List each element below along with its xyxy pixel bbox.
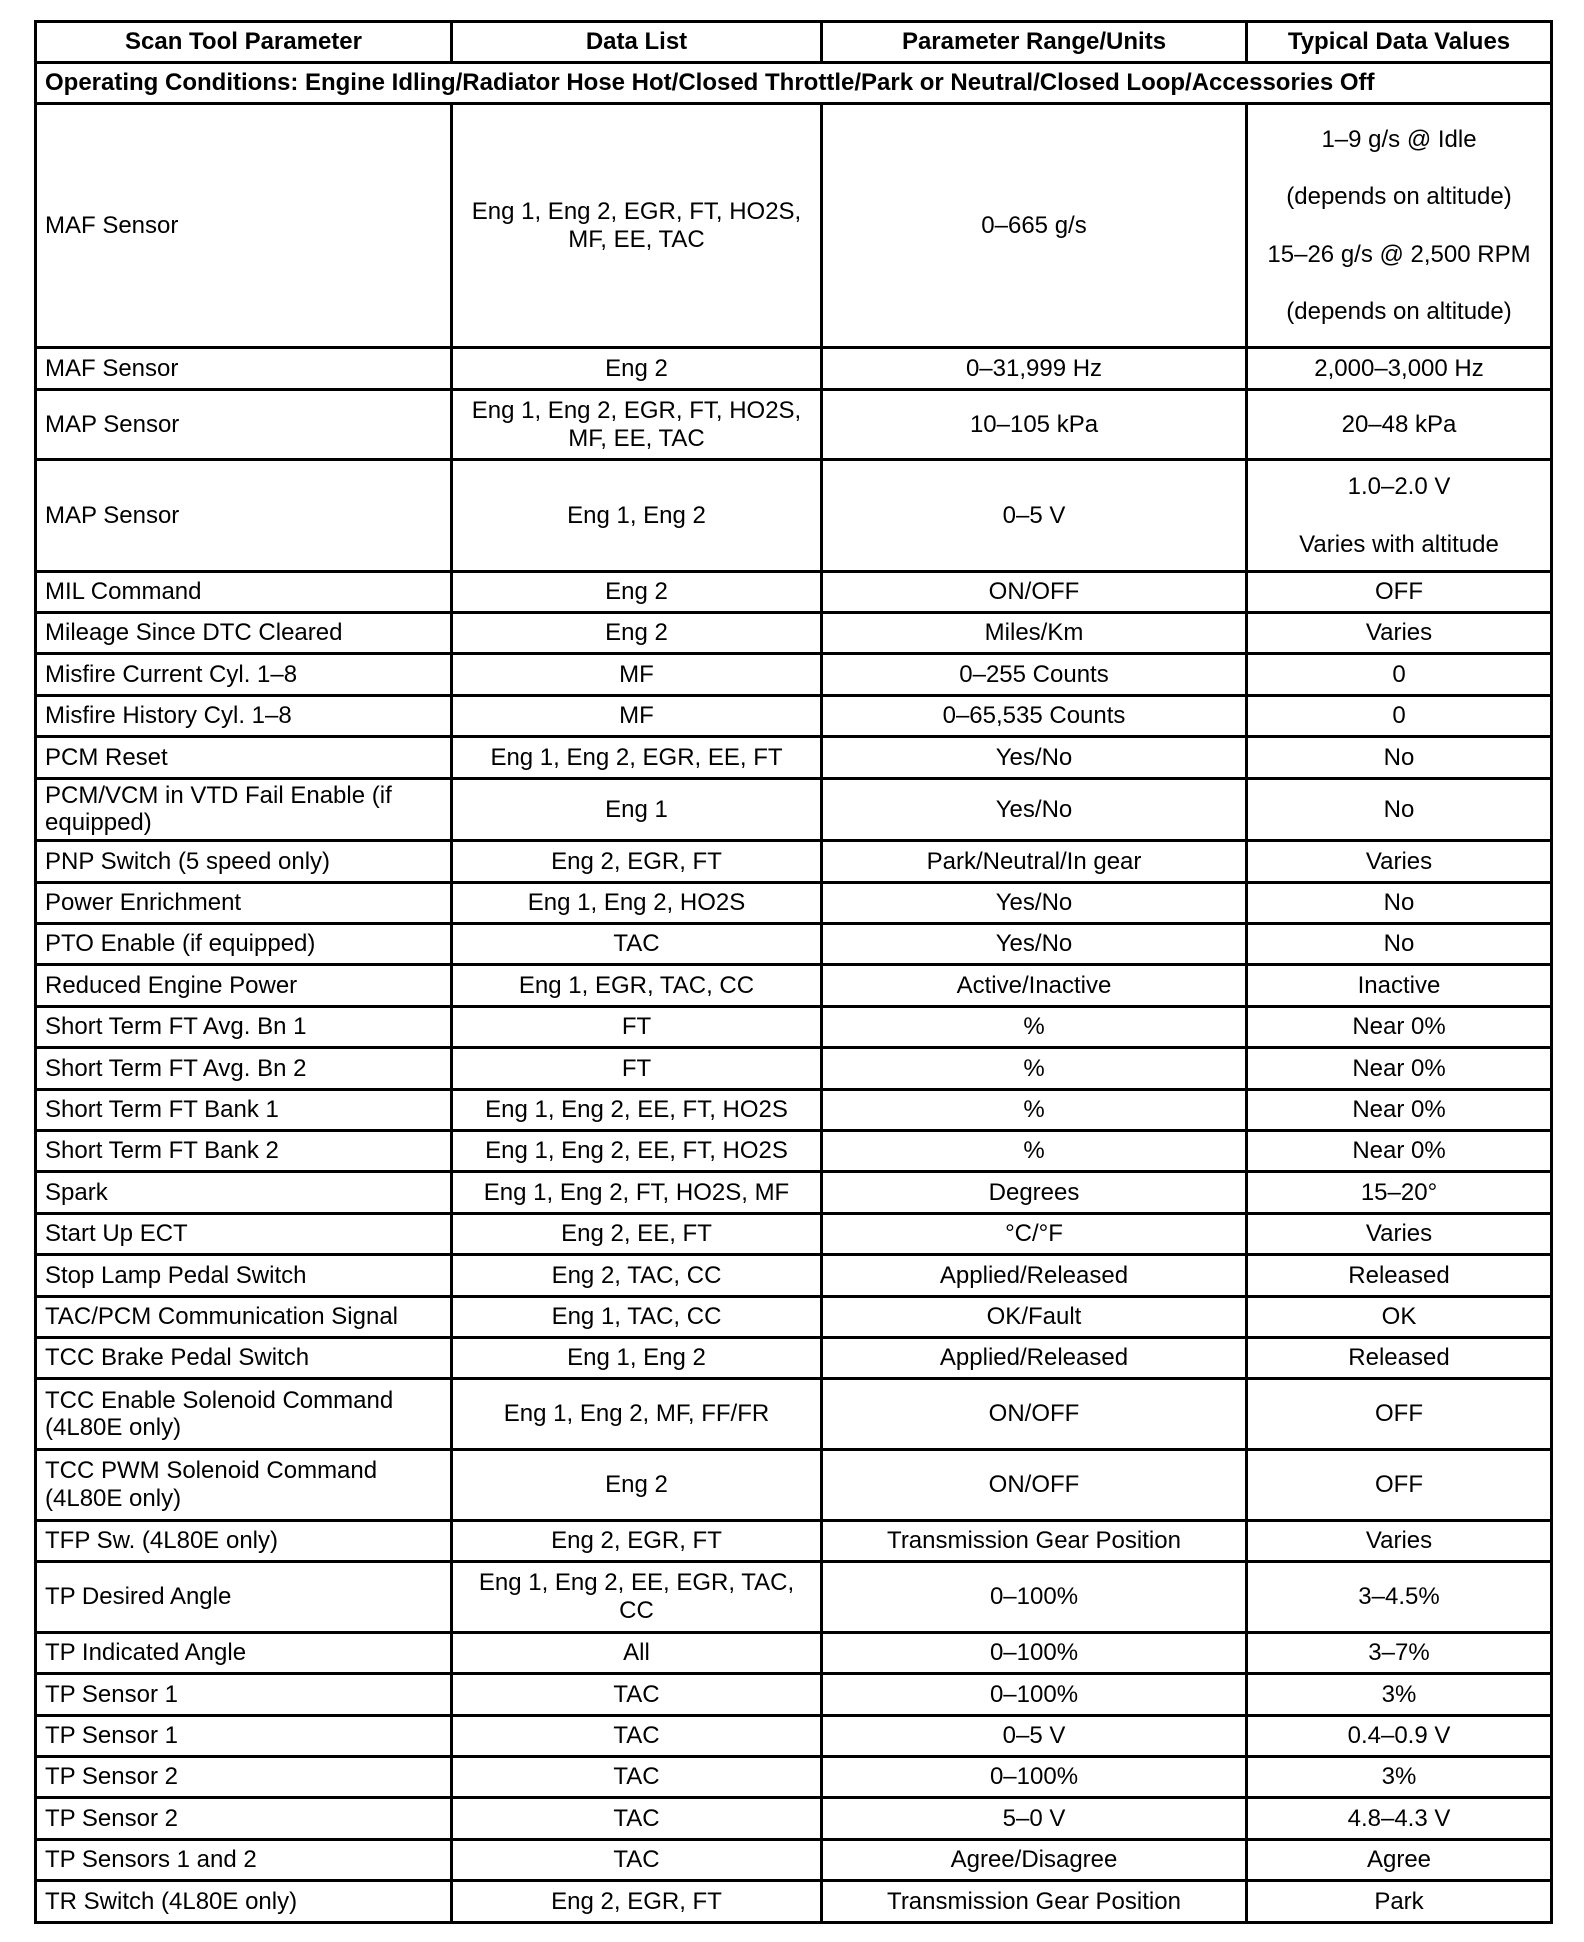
table-row [36, 1131, 1552, 1172]
cell-parameter: TFP Sw. (4L80E only) [36, 1520, 452, 1561]
cell-range-units: °C/°F [822, 1213, 1247, 1254]
cell-range-units: Applied/Released [822, 1255, 1247, 1296]
table-row [36, 737, 1552, 778]
cell-typical-values [1247, 778, 1552, 841]
cell-parameter: MAP Sensor [36, 389, 452, 460]
cell-range-units: Agree/Disagree [822, 1839, 1247, 1880]
cell-data-list: Eng 1, Eng 2, HO2S [452, 882, 822, 923]
cell-data-list: Eng 1, Eng 2, EGR, FT, HO2S, MF, EE, TAC [452, 104, 822, 348]
cell-parameter: Short Term FT Avg. Bn 2 [36, 1048, 452, 1089]
typical-value-line: Released [1348, 1261, 1450, 1289]
cell-range-units: Yes/No [822, 924, 1247, 965]
cell-range-units: 0–665 g/s [822, 104, 1247, 348]
typical-value-line: Near 0% [1352, 1137, 1446, 1165]
typical-value-line: Park [1374, 1887, 1424, 1915]
cell-typical-values [1247, 965, 1552, 1006]
typical-value-line: 1–9 g/s @ Idle [1321, 125, 1477, 153]
cell-typical-values [1247, 612, 1552, 653]
table-row [36, 1213, 1552, 1254]
table-row [36, 612, 1552, 653]
operating-conditions: Operating Conditions: Engine Idling/Radiator Hose Hot/Closed Throttle/Park or Neutral/Closed Loop/Accessories Off [36, 63, 1552, 104]
cell-range-units: 0–31,999 Hz [822, 348, 1247, 389]
cell-parameter: PCM Reset [36, 737, 452, 778]
cell-range-units: Applied/Released [822, 1337, 1247, 1378]
cell-parameter: TP Sensor 1 [36, 1674, 452, 1715]
cell-data-list: Eng 2, EGR, FT [452, 1520, 822, 1561]
table-row [36, 1839, 1552, 1880]
cell-parameter: MAF Sensor [36, 348, 452, 389]
typical-value-line: 3–7% [1368, 1639, 1430, 1667]
cell-data-list: TAC [452, 924, 822, 965]
cell-range-units: Yes/No [822, 737, 1247, 778]
cell-typical-values [1247, 841, 1552, 882]
cell-range-units: 0–100% [822, 1632, 1247, 1673]
cell-data-list: Eng 1, Eng 2, EE, EGR, TAC, CC [452, 1562, 822, 1633]
cell-data-list: Eng 1, EGR, TAC, CC [452, 965, 822, 1006]
cell-typical-values [1247, 1213, 1552, 1254]
typical-value-line: Near 0% [1352, 1013, 1446, 1041]
typical-value-line: Released [1348, 1344, 1450, 1372]
cell-typical-values [1247, 1881, 1552, 1923]
cell-range-units: 0–100% [822, 1757, 1247, 1798]
cell-parameter: Spark [36, 1172, 452, 1213]
cell-typical-values [1247, 1296, 1552, 1337]
cell-data-list: Eng 1, TAC, CC [452, 1296, 822, 1337]
cell-parameter: Reduced Engine Power [36, 965, 452, 1006]
cell-typical-values [1247, 1757, 1552, 1798]
cell-range-units: Yes/No [822, 882, 1247, 923]
table-row [36, 1757, 1552, 1798]
table-row [36, 924, 1552, 965]
typical-value-line: Varies with altitude [1299, 530, 1499, 558]
typical-value-line: 15–26 g/s @ 2,500 RPM [1267, 240, 1531, 268]
cell-data-list: TAC [452, 1839, 822, 1880]
cell-range-units: 5–0 V [822, 1798, 1247, 1839]
cell-range-units: % [822, 1048, 1247, 1089]
cell-range-units: 0–100% [822, 1562, 1247, 1633]
cell-data-list: Eng 1, Eng 2, EGR, FT, HO2S, MF, EE, TAC [452, 389, 822, 460]
cell-parameter: Short Term FT Bank 2 [36, 1131, 452, 1172]
typical-value-line: OK [1381, 1302, 1417, 1330]
typical-value-line: 0.4–0.9 V [1347, 1722, 1451, 1749]
typical-value-line: Varies [1365, 847, 1433, 875]
typical-value-line: No [1383, 930, 1415, 958]
typical-value-line: 3% [1381, 1763, 1417, 1791]
cell-parameter: Short Term FT Bank 1 [36, 1089, 452, 1130]
typical-value-line: 15–20° [1360, 1178, 1438, 1206]
cell-parameter: Misfire History Cyl. 1–8 [36, 695, 452, 736]
typical-value-line: 4.8–4.3 V [1347, 1804, 1451, 1832]
cell-parameter: Misfire Current Cyl. 1–8 [36, 654, 452, 695]
table-row [36, 654, 1552, 695]
cell-range-units: 0–100% [822, 1674, 1247, 1715]
cell-data-list: Eng 2, EE, FT [452, 1213, 822, 1254]
cell-typical-values [1247, 348, 1552, 389]
cell-parameter: TP Desired Angle [36, 1562, 452, 1633]
typical-value-line: OFF [1375, 1471, 1423, 1499]
cell-parameter: TCC Enable Solenoid Command (4L80E only) [36, 1379, 452, 1450]
table-row [36, 348, 1552, 389]
cell-parameter: TP Sensors 1 and 2 [36, 1839, 452, 1880]
cell-typical-values [1247, 1632, 1552, 1673]
cell-parameter: TP Indicated Angle [36, 1632, 452, 1673]
cell-data-list: Eng 2 [452, 612, 822, 653]
table-row [36, 1562, 1552, 1633]
cell-range-units: ON/OFF [822, 1450, 1247, 1521]
cell-typical-values [1247, 1674, 1552, 1715]
cell-typical-values [1247, 460, 1552, 571]
cell-typical-values [1247, 654, 1552, 695]
cell-range-units: % [822, 1089, 1247, 1130]
cell-data-list: TAC [452, 1674, 822, 1715]
table-row [36, 882, 1552, 923]
cell-data-list: TAC [452, 1798, 822, 1839]
typical-value-line: OFF [1375, 577, 1423, 605]
cell-typical-values [1247, 924, 1552, 965]
cell-parameter: MAP Sensor [36, 460, 452, 571]
cell-range-units: 0–255 Counts [822, 654, 1247, 695]
typical-value-line: (depends on altitude) [1286, 183, 1512, 211]
table-row [36, 1520, 1552, 1561]
operating-conditions-row [36, 63, 1552, 104]
cell-range-units: 0–5 V [822, 1715, 1247, 1756]
typical-value-line: Agree [1366, 1846, 1432, 1874]
cell-data-list: All [452, 1632, 822, 1673]
typical-value-line: Inactive [1357, 971, 1441, 999]
table-row [36, 1089, 1552, 1130]
cell-typical-values [1247, 1450, 1552, 1521]
cell-parameter: TAC/PCM Communication Signal [36, 1296, 452, 1337]
cell-range-units: Miles/Km [822, 612, 1247, 653]
cell-parameter: TP Sensor 2 [36, 1757, 452, 1798]
cell-typical-values [1247, 695, 1552, 736]
cell-range-units: 0–5 V [822, 460, 1247, 571]
cell-data-list: Eng 1, Eng 2 [452, 460, 822, 571]
table-row [36, 1450, 1552, 1521]
cell-range-units: Transmission Gear Position [822, 1881, 1247, 1923]
cell-parameter: Mileage Since DTC Cleared [36, 612, 452, 653]
cell-data-list: Eng 2, EGR, FT [452, 1881, 822, 1923]
cell-data-list: Eng 2, TAC, CC [452, 1255, 822, 1296]
cell-parameter: Short Term FT Avg. Bn 1 [36, 1006, 452, 1047]
cell-data-list: Eng 1, Eng 2, MF, FF/FR [452, 1379, 822, 1450]
cell-range-units: Degrees [822, 1172, 1247, 1213]
cell-typical-values [1247, 882, 1552, 923]
cell-parameter: TR Switch (4L80E only) [36, 1881, 452, 1923]
typical-value-line: No [1383, 889, 1415, 917]
typical-value-line: 3–4.5% [1358, 1583, 1440, 1611]
table-row [36, 1048, 1552, 1089]
cell-data-list: Eng 1, Eng 2, EE, FT, HO2S [452, 1089, 822, 1130]
cell-typical-values [1247, 1520, 1552, 1561]
cell-data-list: MF [452, 695, 822, 736]
table-row [36, 695, 1552, 736]
typical-value-line: 20–48 kPa [1341, 410, 1457, 438]
cell-range-units: Yes/No [822, 778, 1247, 841]
cell-range-units: 0–65,535 Counts [822, 695, 1247, 736]
cell-typical-values [1247, 1379, 1552, 1450]
header-typical-data-values: Typical Data Values [1247, 22, 1552, 63]
table-row [36, 1632, 1552, 1673]
cell-data-list: TAC [452, 1757, 822, 1798]
cell-typical-values [1247, 104, 1552, 348]
cell-data-list: Eng 2 [452, 571, 822, 612]
cell-typical-values [1247, 1048, 1552, 1089]
typical-value-line: (depends on altitude) [1286, 298, 1512, 326]
cell-parameter: TP Sensor 2 [36, 1798, 452, 1839]
typical-value-line: Near 0% [1352, 1096, 1446, 1124]
cell-parameter: PCM/VCM in VTD Fail Enable (if equipped) [36, 778, 452, 841]
typical-value-line: Near 0% [1352, 1054, 1446, 1082]
cell-range-units: Park/Neutral/In gear [822, 841, 1247, 882]
table-row [36, 460, 1552, 571]
table-row [36, 571, 1552, 612]
cell-data-list: FT [452, 1006, 822, 1047]
typical-value-line: Varies [1365, 619, 1433, 647]
cell-data-list: Eng 1, Eng 2 [452, 1337, 822, 1378]
cell-typical-values [1247, 389, 1552, 460]
table-row [36, 1337, 1552, 1378]
typical-value-line: 1.0–2.0 V [1347, 472, 1451, 500]
cell-parameter: TP Sensor 1 [36, 1715, 452, 1756]
cell-parameter: MAF Sensor [36, 104, 452, 348]
header-parameter-range-units: Parameter Range/Units [822, 22, 1247, 63]
cell-typical-values [1247, 1131, 1552, 1172]
table-row [36, 1881, 1552, 1923]
cell-data-list: TAC [452, 1715, 822, 1756]
cell-parameter: PTO Enable (if equipped) [36, 924, 452, 965]
cell-range-units: Active/Inactive [822, 965, 1247, 1006]
typical-value-line: No [1383, 743, 1415, 771]
typical-value-line: 3% [1381, 1680, 1417, 1708]
table-row [36, 841, 1552, 882]
cell-typical-values [1247, 1562, 1552, 1633]
cell-data-list: Eng 2, EGR, FT [452, 841, 822, 882]
header-row [36, 22, 1552, 63]
cell-range-units: % [822, 1131, 1247, 1172]
typical-value-line: 0 [1392, 660, 1406, 688]
cell-range-units: ON/OFF [822, 1379, 1247, 1450]
typical-value-line: Varies [1365, 1220, 1433, 1248]
typical-value-line: No [1383, 795, 1415, 823]
cell-data-list: FT [452, 1048, 822, 1089]
typical-value-line: 2,000–3,000 Hz [1314, 354, 1484, 382]
cell-typical-values [1247, 1172, 1552, 1213]
cell-data-list: Eng 1, Eng 2, FT, HO2S, MF [452, 1172, 822, 1213]
table-row [36, 389, 1552, 460]
cell-typical-values [1247, 1839, 1552, 1880]
cell-data-list: MF [452, 654, 822, 695]
cell-typical-values [1247, 1798, 1552, 1839]
scan-tool-data-table [34, 20, 1553, 1924]
cell-range-units: % [822, 1006, 1247, 1047]
cell-typical-values [1247, 1715, 1552, 1756]
table-row [36, 1255, 1552, 1296]
cell-typical-values [1247, 1255, 1552, 1296]
cell-typical-values [1247, 1006, 1552, 1047]
cell-data-list: Eng 1 [452, 778, 822, 841]
header-data-list: Data List [452, 22, 822, 63]
table-row [36, 1296, 1552, 1337]
typical-value-line: Varies [1365, 1527, 1433, 1555]
table-body [36, 104, 1552, 1923]
cell-range-units: ON/OFF [822, 571, 1247, 612]
table-row [36, 1798, 1552, 1839]
cell-typical-values [1247, 571, 1552, 612]
cell-data-list: Eng 1, Eng 2, EGR, EE, FT [452, 737, 822, 778]
table-row [36, 1172, 1552, 1213]
cell-parameter: Start Up ECT [36, 1213, 452, 1254]
typical-value-line: 0 [1392, 702, 1406, 730]
table-row [36, 1674, 1552, 1715]
cell-typical-values [1247, 737, 1552, 778]
header-scan-tool-parameter: Scan Tool Parameter [36, 22, 452, 63]
table-row [36, 778, 1552, 841]
table-row [36, 104, 1552, 348]
cell-parameter: Stop Lamp Pedal Switch [36, 1255, 452, 1296]
table-row [36, 1379, 1552, 1450]
cell-parameter: PNP Switch (5 speed only) [36, 841, 452, 882]
typical-value-line: OFF [1375, 1400, 1423, 1428]
cell-parameter: MIL Command [36, 571, 452, 612]
cell-parameter: Power Enrichment [36, 882, 452, 923]
cell-parameter: TCC Brake Pedal Switch [36, 1337, 452, 1378]
cell-typical-values [1247, 1337, 1552, 1378]
cell-data-list: Eng 1, Eng 2, EE, FT, HO2S [452, 1131, 822, 1172]
table-row [36, 1715, 1552, 1756]
cell-range-units: OK/Fault [822, 1296, 1247, 1337]
cell-range-units: Transmission Gear Position [822, 1520, 1247, 1561]
cell-typical-values [1247, 1089, 1552, 1130]
table-row [36, 965, 1552, 1006]
cell-data-list: Eng 2 [452, 1450, 822, 1521]
cell-range-units: 10–105 kPa [822, 389, 1247, 460]
table-row [36, 1006, 1552, 1047]
cell-data-list: Eng 2 [452, 348, 822, 389]
cell-parameter: TCC PWM Solenoid Command (4L80E only) [36, 1450, 452, 1521]
